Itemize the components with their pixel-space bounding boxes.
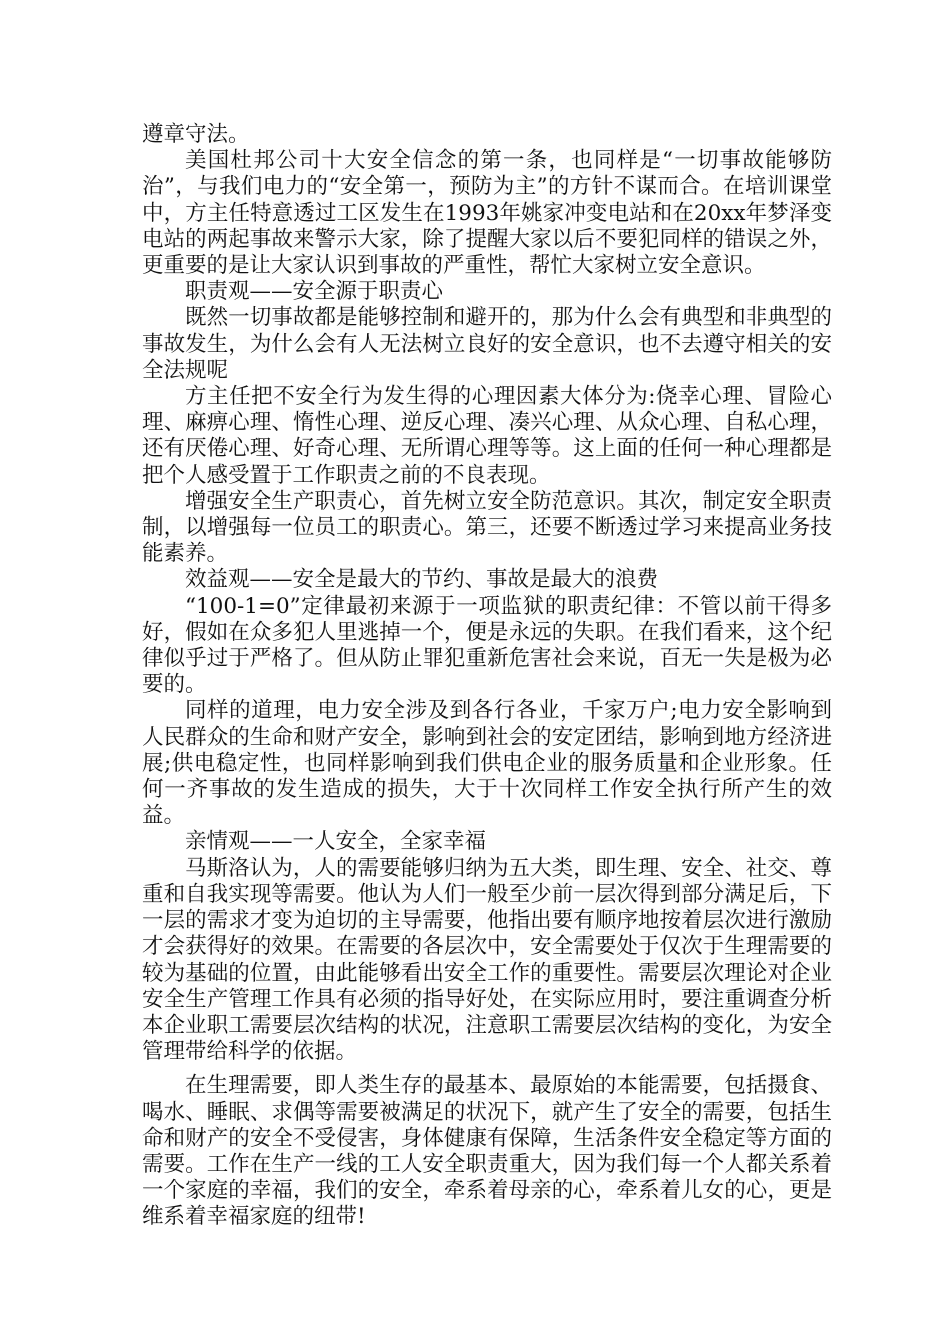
paragraph-strengthen: 增强安全生产职责心，首先树立安全防范意识。其次，制定安全职责制，以增强每一位员工的职责心。第三，还要不断透过学习来提高业务技能素养。 — [142, 488, 832, 567]
paragraph-law-100-1: “100-1=0”定律最初来源于一项监狱的职责纪律：不管以前干得多好，假如在众多犯人里逃掉一个，便是永远的失职。在我们看来，这个纪律似乎过于严格了。但从防止罪犯重新危害社会来说，百无一失是极为必要的。 — [142, 593, 832, 698]
paragraph-dupont-belief: 美国杜邦公司十大安全信念的第一条，也同样是“一切事故能够防治”，与我们电力的“安全第一，预防为主”的方针不谋而合。在培训课堂中，方主任特意透过工区发生在1993年姚家冲变电站和在20xx年梦泽变电站的两起事故来警示大家，除了提醒大家以后不要犯同样的错误之外，更重要的是让大家认识到事故的严重性，帮忙大家树立安全意识。 — [142, 148, 832, 279]
section-heading-benefit: 效益观——安全是最大的节约、事故是最大的浪费 — [185, 567, 659, 593]
paragraph-psychology: 方主任把不安全行为发生得的心理因素大体分为:侥幸心理、冒险心理、麻痹心理、惰性心理、逆反心理、凑兴心理、从众心理、自私心理，还有厌倦心理、好奇心理、无所谓心理等等。这上面的任何一种心理都是把个人感受置于工作职责之前的不良表现。 — [142, 384, 832, 488]
section-heading-responsibility: 职责观——安全源于职责心 — [185, 279, 444, 305]
paragraph-maslow: 马斯洛认为，人的需要能够归纳为五大类，即生理、安全、社交、尊重和自我实现等需要。他认为人们一般至少前一层次得到部分满足后，下一层的需求才变为迫切的主导需要，他指出要有顺序地按着层次进行激励才会获得好的效果。在需要的各层次中，安全需要处于仅次于生理需要的较为基础的位置，由此能够看出安全工作的重要性。需要层次理论对企业安全生产管理工作具有必须的指导好处，在实际应用时，要注重调查分析本企业职工需要层次结构的状况，注意职工需要层次结构的变化，为安全管理带给科学的依据。 — [142, 855, 832, 1065]
paragraph-physiological-needs: 在生理需要，即人类生存的最基本、最原始的本能需要，包括摄食、喝水、睡眠、求偶等需要被满足的状况下，就产生了安全的需要，包括生命和财产的安全不受侵害，身体健康有保障，生活条件安全稳定等方面的需要。工作在生产一线的工人安全职责重大，因为我们每一个人都关系着一个家庭的幸福，我们的安全，牵系着母亲的心，牵系着儿女的心，更是维系着幸福家庭的纽带! — [142, 1073, 832, 1230]
paragraph-question: 既然一切事故都是能够控制和避开的，那为什么会有典型和非典型的事故发生，为什么会有人无法树立良好的安全意识，也不去遵守相关的安全法规呢 — [142, 305, 832, 383]
paragraph-continuation: 遵章守法。 — [142, 122, 250, 147]
document-body — [142, 122, 832, 1231]
paragraph-power-safety: 同样的道理，电力安全涉及到各行各业，千家万户;电力安全影响到人民群众的生命和财产安全，影响到社会的安定团结，影响到地方经济进展;供电稳定性，也同样影响到我们供电企业的服务质量和企业形象。任何一齐事故的发生造成的损失，大于十次同样工作安全执行所产生的效益。 — [142, 698, 832, 829]
section-heading-family: 亲情观——一人安全，全家幸福 — [185, 829, 487, 855]
